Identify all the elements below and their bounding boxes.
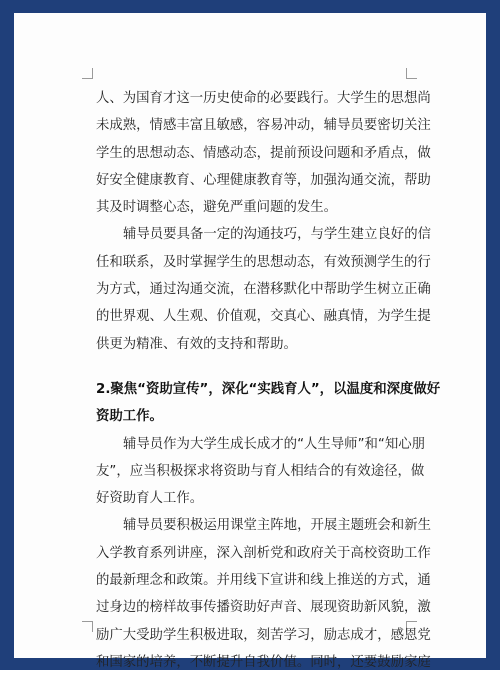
text-line: 和国家的培养，不断提升自我价值。同时，还要鼓励家庭 <box>96 654 431 670</box>
text-line: 好安全健康教育、心理健康教育等，加强沟通交流，帮助 <box>96 172 431 188</box>
text-line: 人、为国育才这一历史使命的必要践行。大学生的思想尚 <box>96 91 431 106</box>
text-line: 未成熟，情感丰富且敏感，容易冲动，辅导员要密切关注 <box>96 118 431 134</box>
text-line: 其及时调整心态，避免严重问题的发生。 <box>96 200 338 216</box>
text-line: 励广大受助学生积极进取，刻苦学习，励志成才，感恩党 <box>96 627 431 643</box>
text-line: 过身边的榜样故事传播资助好声音、展现资助新风貌，激 <box>96 600 431 616</box>
crop-mark-top-right <box>406 68 417 79</box>
text-line: 好资助育人工作。 <box>96 491 204 507</box>
paragraph-spacer <box>96 358 422 376</box>
text-line: 的世界观、人生观、价值观，交真心、融真情，为学生提 <box>96 309 431 325</box>
text-line: 友”，应当积极探求将资助与育人相结合的有效途径，做 <box>96 463 425 479</box>
text-line: 辅导员要积极运用课堂主阵地，开展主题班会和新生 <box>123 518 431 534</box>
text-line: 学生的思想动态、情感动态，提前预设问题和矛盾点，做 <box>96 145 431 161</box>
text-line: 的最新理念和政策。并用线下宣讲和线上推送的方式，通 <box>96 573 431 589</box>
section-heading <box>96 376 441 431</box>
text-line: 辅导员作为大学生成长成才的“人生导师”和“知心朋 <box>123 436 426 452</box>
document-body <box>96 85 441 676</box>
document-page <box>14 13 486 670</box>
text-line: 辅导员要具备一定的沟通技巧，与学生建立良好的信 <box>123 227 431 243</box>
text-line: 任和联系，及时掌握学生的思想动态，有效预测学生的行 <box>96 254 431 270</box>
text-line: 供更为精准、有效的支持和帮助。 <box>96 336 297 352</box>
text-line: 入学教育系列讲座，深入剖析党和政府关于高校资助工作 <box>96 545 431 561</box>
heading-line: 资助工作。 <box>96 409 163 425</box>
paragraph-thought-dynamics <box>96 85 431 221</box>
paragraph-communication-skills <box>96 221 431 357</box>
crop-mark-top-left <box>82 68 93 79</box>
paragraph-classroom <box>96 512 431 676</box>
crop-mark-bottom-left <box>82 621 93 632</box>
text-line: 为方式，通过沟通交流，在潜移默化中帮助学生树立正确 <box>96 282 431 298</box>
heading-line: 2.聚焦“资助宣传”，深化“实践育人”，以温度和深度做好 <box>96 381 441 397</box>
paragraph-life-mentor <box>96 431 426 513</box>
